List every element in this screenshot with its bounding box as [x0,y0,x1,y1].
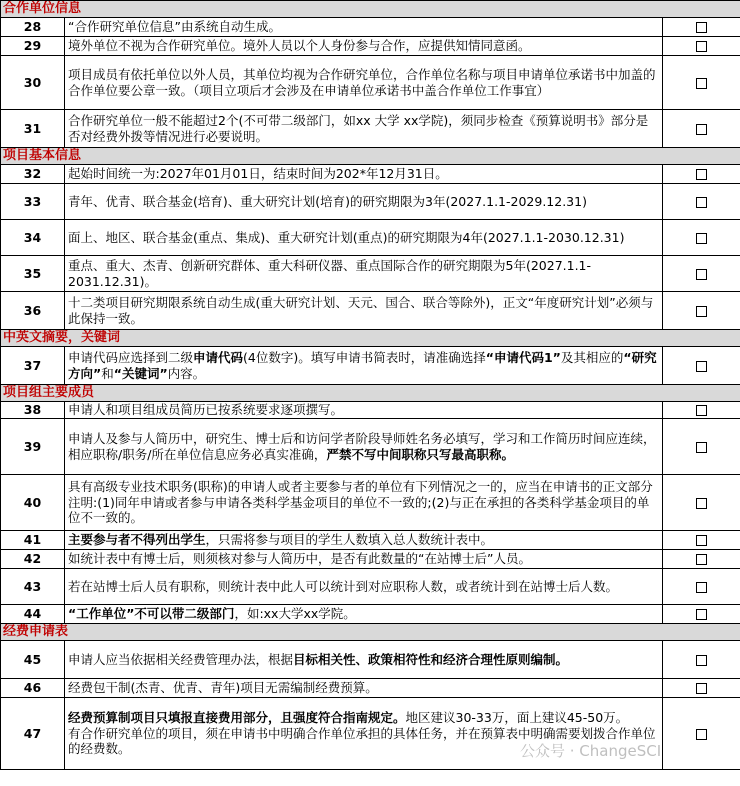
table-row [1,641,740,679]
checkbox-icon [696,22,707,33]
row-text: “合作研究单位信息”由系统自动生成。 [65,18,663,37]
table-row [1,18,740,37]
row-number: 31 [1,110,65,148]
row-text: 重点、重大、杰青、创新研究群体、重大科研仪器、重点国际合作的研究期限为5年(2027.1.1-2031.12.31)。 [65,256,663,292]
checkbox-icon [696,554,707,565]
row-text: 具有高级专业技术职务(职称)的申请人或者主要参与者的单位有下列情况之一的，应当在申请书的正文部分注明:(1)同年申请或者参与申请各类科学基金项目的单位不一致的;(2)与正在承担的各类科学基金项目的单位不一致的。 [65,475,663,531]
checkbox[interactable] [663,18,740,37]
section-title: 合作单位信息 [1,1,740,18]
row-number: 46 [1,679,65,698]
row-number: 38 [1,402,65,419]
checkbox-icon [696,197,707,208]
table-row [1,475,740,531]
row-number: 47 [1,698,65,770]
checkbox[interactable] [663,641,740,679]
section-title: 项目基本信息 [1,148,740,165]
checkbox-icon [696,269,707,280]
checkbox[interactable] [663,475,740,531]
table-row [1,110,740,148]
table-row [1,165,740,184]
row-number: 43 [1,569,65,605]
table-row [1,292,740,330]
table-row [1,220,740,256]
table-row [1,402,740,419]
row-text: 申请人及参与人简历中，研究生、博士后和访问学者阶段导师姓名务必填写，学习和工作简历时间应连续，相应职称/职务/所在单位信息应务必真实准确，严禁不写中间职称只写最高职称。 [65,419,663,475]
row-text: 境外单位不视为合作研究单位。境外人员以个人身份参与合作，应提供知情同意函。 [65,37,663,56]
checkbox-icon [696,683,707,694]
table-row [1,347,740,385]
row-text: 项目成员有依托单位以外人员，其单位均视为合作研究单位，合作单位名称与项目申请单位承诺书中加盖的合作单位要公章一致。（项目立项后才会涉及在申请单位承诺书中盖合作单位工作事宜） [65,56,663,110]
table-row [1,56,740,110]
checkbox-icon [696,41,707,52]
checkbox-icon [696,535,707,546]
checkbox[interactable] [663,110,740,148]
checkbox[interactable] [663,679,740,698]
checkbox[interactable] [663,292,740,330]
checkbox[interactable] [663,256,740,292]
row-text: 主要参与者不得列出学生，只需将参与项目的学生人数填入总人数统计表中。 [65,531,663,550]
section-title: 项目组主要成员 [1,385,740,402]
checkbox[interactable] [663,605,740,624]
checkbox[interactable] [663,402,740,419]
checkbox-icon [696,609,707,620]
checkbox[interactable] [663,37,740,56]
watermark: 公众号 · ChangeSCI [520,742,662,760]
checkbox[interactable] [663,184,740,220]
table-row [1,256,740,292]
checkbox-icon [696,306,707,317]
row-text: 面上、地区、联合基金(重点、集成)、重大研究计划(重点)的研究期限为4年(2027.1.1-2030.12.31) [65,220,663,256]
row-number: 32 [1,165,65,184]
checkbox[interactable] [663,347,740,385]
section-header-members [1,385,740,402]
checkbox-icon [696,405,707,416]
checkbox-icon [696,233,707,244]
row-text: 合作研究单位一般不能超过2个(不可带二级部门，如xx 大学 xx学院)，须同步检查《预算说明书》部分是否对经费外拨等情况进行必要说明。 [65,110,663,148]
row-text: 申请人和项目组成员简历已按系统要求逐项撰写。 [65,402,663,419]
checkbox-icon [696,498,707,509]
row-text: 申请人应当依据相关经费管理办法，根据目标相关性、政策相符性和经济合理性原则编制。 [65,641,663,679]
row-text: 若在站博士后人员有职称，则统计表中此人可以统计到对应职称人数，或者统计到在站博士后人数。 [65,569,663,605]
table-row [1,698,740,770]
table-row [1,37,740,56]
row-number: 34 [1,220,65,256]
table-row [1,184,740,220]
table-row [1,679,740,698]
checkbox[interactable] [663,220,740,256]
row-number: 40 [1,475,65,531]
row-number: 29 [1,37,65,56]
checkbox[interactable] [663,569,740,605]
row-number: 36 [1,292,65,330]
row-number: 42 [1,550,65,569]
section-header-project-info [1,148,740,165]
section-header-abstract [1,330,740,347]
checkbox[interactable] [663,56,740,110]
row-text: 经费包干制(杰青、优青、青年)项目无需编制经费预算。 [65,679,663,698]
section-title: 中英文摘要，关键词 [1,330,740,347]
checkbox-icon [696,361,707,372]
table-row [1,419,740,475]
table-row [1,531,740,550]
section-header-budget [1,624,740,641]
row-text: 申请代码应选择到二级申请代码(4位数字)。填写申请书简表时，请准确选择“申请代码1”及其相应的“研究方向”和“关键词”内容。 [65,347,663,385]
row-number: 33 [1,184,65,220]
row-number: 35 [1,256,65,292]
row-number: 30 [1,56,65,110]
checkbox-icon [696,729,707,740]
row-number: 28 [1,18,65,37]
checkbox-icon [696,124,707,135]
row-number: 45 [1,641,65,679]
section-header-cooperation [1,1,740,18]
row-text: 如统计表中有博士后，则须核对参与人简历中，是否有此数量的“在站博士后”人员。 [65,550,663,569]
row-text: “工作单位”不可以带二级部门，如:xx大学xx学院。 [65,605,663,624]
checkbox-icon [696,169,707,180]
row-text: 起始时间统一为:2027年01月01日，结束时间为202*年12月31日。 [65,165,663,184]
row-number: 37 [1,347,65,385]
checkbox[interactable] [663,165,740,184]
checkbox[interactable] [663,531,740,550]
checkbox[interactable] [663,550,740,569]
row-text: 青年、优青、联合基金(培育)、重大研究计划(培育)的研究期限为3年(2027.1.1-2029.12.31) [65,184,663,220]
checkbox[interactable] [663,698,740,770]
checkbox[interactable] [663,419,740,475]
section-title: 经费申请表 [1,624,740,641]
row-number: 39 [1,419,65,475]
checkbox-icon [696,78,707,89]
row-text: 十二类项目研究期限系统自动生成(重大研究计划、天元、国合、联合等除外)，正文“年度研究计划”必须与此保持一致。 [65,292,663,330]
row-number: 44 [1,605,65,624]
row-number: 41 [1,531,65,550]
table-row [1,605,740,624]
table-row [1,569,740,605]
checkbox-icon [696,655,707,666]
row-text: 经费预算制项目只填报直接费用部分，且强度符合指南规定。地区建议30-33万，面上建议45-50万。 有合作研究单位的项目，须在申请书中明确合作单位承担的具体任务，并在预算表中明确需要划拨合作单位的经费数。 [65,698,663,770]
checkbox-icon [696,442,707,453]
table-row [1,550,740,569]
checkbox-icon [696,582,707,593]
